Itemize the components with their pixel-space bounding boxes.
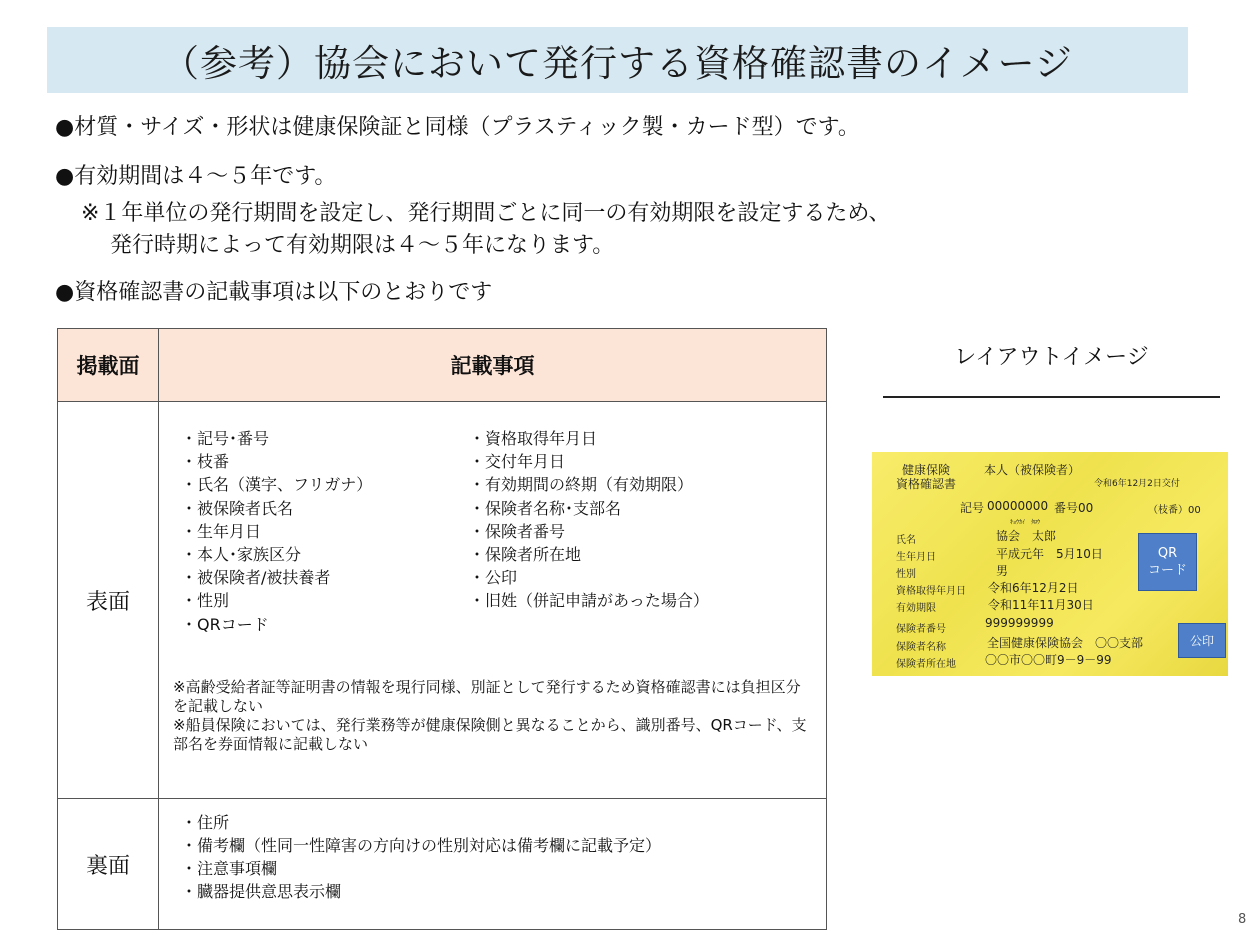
card-name-label: 氏名 <box>896 535 916 546</box>
layout-heading: レイアウトイメージ <box>954 345 1149 370</box>
items-table <box>57 328 827 930</box>
list-item: ・住所 <box>181 813 230 832</box>
card-title-1: 健康保険 <box>902 463 951 477</box>
slide-title: （参考）協会において発行する資格確認書のイメージ <box>47 27 1188 93</box>
list-item: ・保険者番号 <box>469 521 566 541</box>
qr-label-1: QR <box>1157 546 1178 561</box>
card-birth-label: 生年月日 <box>896 552 936 563</box>
card-insurer-addr-label: 保険者所在地 <box>896 659 956 670</box>
card-image <box>872 452 1228 676</box>
card-exp: 令和11年11月30日 <box>988 598 1094 612</box>
front-notes <box>173 678 813 754</box>
back-label: 裏面 <box>58 799 159 930</box>
list-item: ・被保険者氏名 <box>181 498 294 518</box>
bullet-validity: ●有効期間は４～５年です。 <box>55 164 337 189</box>
bullet-items: ●資格確認書の記載事項は以下のとおりです <box>55 280 493 305</box>
card-name: 協会 太郎 <box>996 529 1057 543</box>
card-acq-label: 資格取得年月日 <box>896 586 966 597</box>
list-item: ・有効期間の終期（有効期限） <box>469 475 694 495</box>
card-kigo: 00000000 <box>987 499 1049 513</box>
card-insurer-addr: 〇〇市〇〇町9－9－99 <box>985 653 1112 667</box>
header-main: 記載事項 <box>159 329 827 402</box>
card-person-type: 本人（被保険者） <box>984 463 1081 477</box>
note-seamen: ※船員保険においては、発行業務等が健康保険側と異なることから、識別番号、QRコード、支部名を券面情報に記載しない <box>173 716 807 753</box>
list-item: ・交付年月日 <box>469 452 566 472</box>
list-item: ・資格取得年月日 <box>469 429 598 448</box>
card-sex-label: 性別 <box>896 569 916 580</box>
card-sex: 男 <box>996 564 1009 578</box>
card-insurer-no: 999999999 <box>985 616 1054 630</box>
list-item: ・臓器提供意思表示欄 <box>181 882 342 901</box>
front-label: 表面 <box>58 402 159 799</box>
list-item: ・旧姓（併記申請があった場合） <box>469 591 709 611</box>
list-item: ・QRコード <box>181 614 269 634</box>
card-insurer-name-label: 保険者名称 <box>896 642 946 653</box>
card-bango: 番号00 <box>1054 501 1094 515</box>
card-kigo-label: 記号 <box>960 501 985 515</box>
card-acq: 令和6年12月2日 <box>988 581 1079 595</box>
front-right-list <box>469 427 709 613</box>
bullet-validity-note-1: ※１年単位の発行期間を設定し、発行期間ごとに同一の有効期限を設定するため、 <box>81 201 891 226</box>
list-item: ・本人･家族区分 <box>181 545 302 565</box>
list-item: ・性別 <box>181 591 230 611</box>
card-birth: 平成元年 5月10日 <box>996 547 1103 561</box>
card-issue-date: 令和6年12月2日交付 <box>1094 479 1180 489</box>
list-item: ・公印 <box>469 568 518 588</box>
list-item: ・保険者名称･支部名 <box>469 498 622 518</box>
bullet-material: ●材質・サイズ・形状は健康保険証と同様（プラスティック製・カード型）です。 <box>55 115 860 140</box>
card-insurer-name: 全国健康保険協会 〇〇支部 <box>987 636 1144 650</box>
layout-divider <box>883 396 1220 398</box>
card-title-2: 資格確認書 <box>896 477 957 491</box>
card-furigana: ｷｮｳｶｲ ﾀﾛｳ <box>1010 519 1041 526</box>
list-item: ・生年月日 <box>181 521 262 541</box>
list-item: ・注意事項欄 <box>181 859 278 878</box>
front-items-cell <box>159 402 827 799</box>
card-exp-label: 有効期限 <box>896 603 936 614</box>
list-item: ・保険者所在地 <box>469 545 582 565</box>
list-item: ・被保険者/被扶養者 <box>181 568 331 588</box>
header-side: 掲載面 <box>58 329 159 402</box>
list-item: ・氏名（漢字、フリガナ） <box>181 475 373 495</box>
back-list <box>181 811 661 903</box>
list-item: ・枝番 <box>181 452 230 472</box>
list-item: ・備考欄（性同一性障害の方向けの性別対応は備考欄に記載予定） <box>181 836 662 855</box>
card-insurer-no-label: 保険者番号 <box>896 624 946 635</box>
front-left-list <box>181 427 372 636</box>
qr-code <box>1138 533 1197 591</box>
note-elderly: ※高齢受給者証等証明書の情報を現行同様、別証として発行するため資格確認書には負担区分を記載しない <box>173 678 801 715</box>
back-items-cell <box>159 799 827 930</box>
official-seal: 公印 <box>1178 623 1226 658</box>
bullet-validity-note-2: 発行時期によって有効期限は４～５年になります。 <box>110 233 615 258</box>
qr-label-2: コード <box>1147 563 1187 578</box>
card-edaban: （枝番）00 <box>1148 505 1201 516</box>
list-item: ・記号･番号 <box>181 429 270 448</box>
page-number: 8 <box>1238 912 1247 927</box>
